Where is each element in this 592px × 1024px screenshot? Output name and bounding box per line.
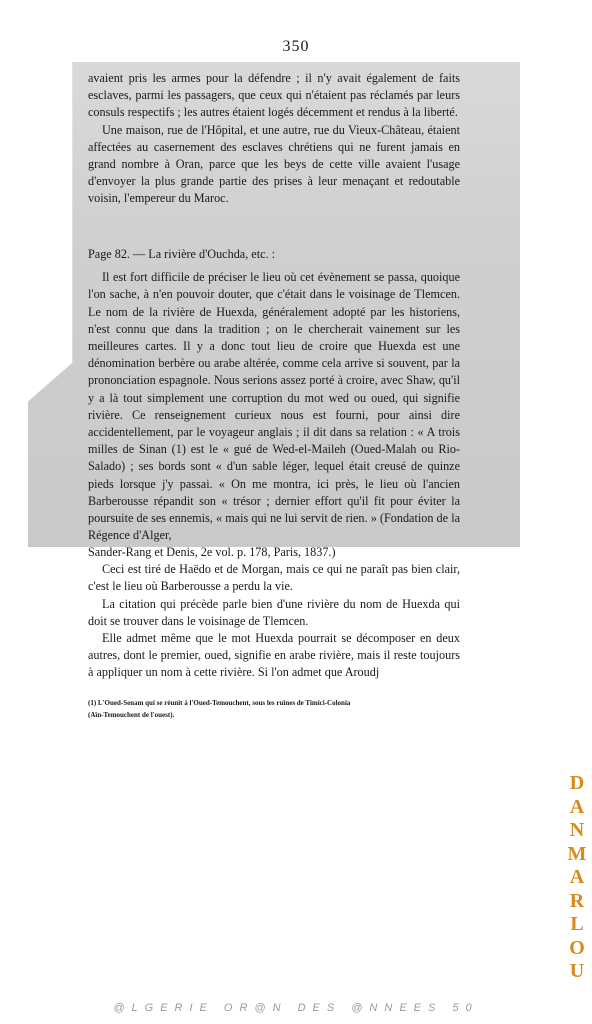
- watermark-letter: D: [569, 772, 585, 794]
- paragraph: Elle admet même que le mot Huexda pourrait se décomposer en deux autres, dont le premier, oued, signifie en arabe rivière, mais il reste toujours à appliquer un nom à cette rivière. Si l'on admet que Aroudj: [88, 631, 460, 680]
- footnote-line: (1) L'Oued-Senam qui se réunit à l'Oued-Temouchent, sous les ruines de Timici-Colonia: [88, 699, 351, 707]
- watermark-letter: U: [569, 960, 585, 982]
- watermark-letter: M: [567, 842, 587, 865]
- footnote: [88, 697, 466, 721]
- page-number: 350: [282, 38, 310, 55]
- paragraph-block-top: [88, 70, 460, 208]
- paragraph: Une maison, rue de l'Hôpital, et une autre, rue du Vieux-Château, étaient affectées au casernement des esclaves chrétiens qui ne furent jamais en grand nombre à Oran, parce que les beys de cette ville avaient l'usage d'envoyer la plus grande partie des prises à leur menaçant et redoutable voisin, l'empereur du Maroc.: [88, 122, 460, 206]
- watermark-letter: L: [570, 913, 584, 935]
- section-heading: Page 82. — La rivière d'Ouchda, etc. :: [88, 247, 275, 261]
- paragraph-block-bottom: [88, 544, 460, 682]
- paragraph: Ceci est tiré de Haëdo et de Morgan, mais ce qui ne paraît pas bien clair, c'est le lieu où Barberousse a perdu la vie.: [88, 562, 460, 594]
- watermark-letter: A: [569, 866, 585, 888]
- paragraph: La citation qui précède parle bien d'une rivière du nom de Huexda qui doit se trouver dans le voisinage de Tlemcen.: [88, 596, 460, 628]
- watermark-letter: N: [569, 819, 585, 841]
- bottom-watermark: @LGERIE OR@N DES @NNEES 50: [113, 1002, 479, 1014]
- citation-continuation: Sander-Rang et Denis, 2e vol. p. 178, Paris, 1837.): [88, 545, 336, 559]
- footnote-line: (Aïn-Temouchent de l'ouest).: [88, 711, 175, 719]
- watermark-letter: A: [569, 795, 585, 818]
- vertical-watermark: [566, 772, 588, 984]
- watermark-letter: R: [569, 889, 585, 912]
- watermark-letter: O: [569, 936, 585, 959]
- paragraph: Il est fort difficile de préciser le lieu où cet évènement se passa, quoique l'on sache, à n'en pouvoir douter, que c'était dans le voisinage de Tlemcen. Le nom de la rivière de Huexda, généralement adopté par les historiens, n'est connu que dans la tradition ; on le chercherait vainement sur les meilleures cartes. Il y a donc tout lieu de croire que Huexda est une dénomination berbère ou arabe altérée, comme cela arrive si souvent, par la prononciation espagnole. Nous serions assez porté à croire, avec Shaw, qu'il y a là tout simplement une corruption du mot wed ou oued, qui signifie rivière. Ce renseignement curieux nous est fourni, pour ainsi dire accidentellement, par le voyageur anglais ; il dit dans sa relation : « A trois milles de Sinan (1) est le « gué de Wed-el-Maileh (Oued-Malah ou Rio-Salado) ; ses bords sont « d'un sable léger, lequel était creusé de quinze pieds lorsque j'y passai. « On me montra, ici près, le lieu où l'ancien Barberousse répandit son « trésor ; dernier effort qu'il fit pour éviter la poursuite de ses ennemis, « mais qui ne lui servit de rien. » (Fondation de la Régence d'Alger,: [88, 270, 460, 543]
- paragraph: avaient pris les armes pour la défendre ; il n'y avait également de faits esclaves, parmi les passagers, que ceux qui n'étaient pas réclamés par leurs consuls respectifs ; les autres étaient logés décemment et rendus à la liberté.: [88, 71, 460, 120]
- paragraph-block-note: [88, 246, 460, 544]
